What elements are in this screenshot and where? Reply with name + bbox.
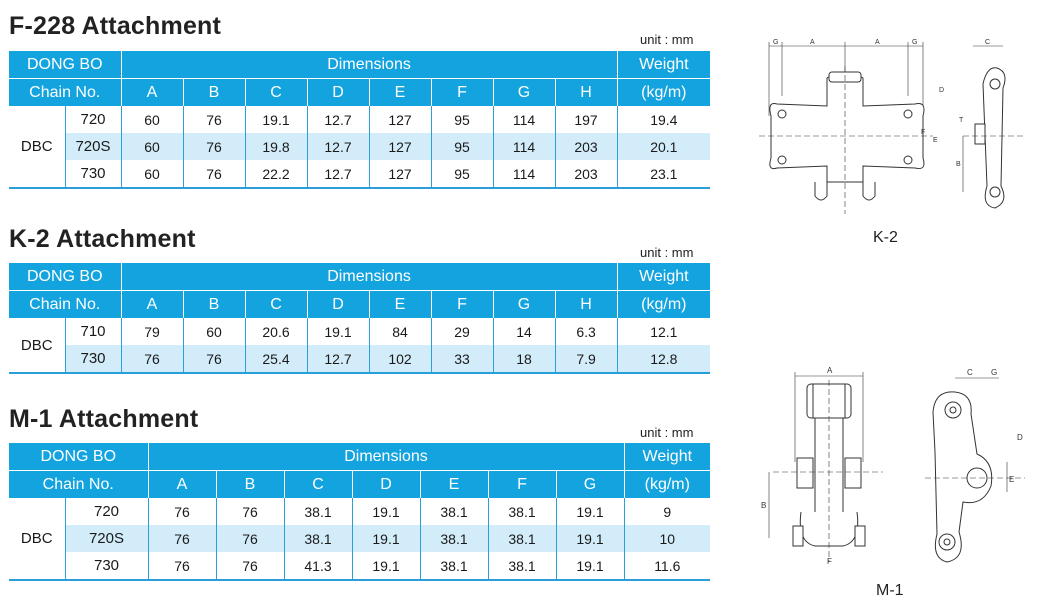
weight-cell: 12.8: [617, 345, 710, 373]
header-col-h: H: [555, 79, 617, 107]
header-col-b: B: [183, 79, 245, 107]
k2-dim-e: E: [933, 137, 938, 144]
header-col-e: E: [369, 291, 431, 319]
chain-no-cell: 730: [65, 552, 148, 580]
header-brand: DONG BO: [9, 263, 121, 291]
table-cell: 197: [555, 106, 617, 133]
table-row: [9, 318, 710, 345]
k2-dim-g-right: G: [912, 39, 918, 46]
header-col-d: D: [307, 79, 369, 107]
table-cell: 76: [148, 525, 216, 552]
table-cell: 76: [216, 525, 284, 552]
table-row: [9, 345, 710, 373]
table-cell: 127: [369, 160, 431, 188]
k2-dim-f: F: [921, 129, 926, 136]
chain-no-cell: 720S: [65, 525, 148, 552]
table-cell: 203: [555, 160, 617, 188]
table-cell: 14: [493, 318, 555, 345]
table-cell: 22.2: [245, 160, 307, 188]
table-cell: 76: [183, 133, 245, 160]
k2-side-view: [921, 39, 1025, 208]
header-chain-no: Chain No.: [9, 471, 148, 499]
m1-dim-d: D: [1017, 433, 1023, 442]
k2-dim-g-left: G: [773, 39, 779, 46]
header-brand: DONG BO: [9, 51, 121, 79]
table-cell: 38.1: [284, 498, 352, 525]
table-cell: 95: [431, 160, 493, 188]
table-cell: 29: [431, 318, 493, 345]
weight-cell: 10: [624, 525, 710, 552]
table-cell: 114: [493, 160, 555, 188]
table-cell: 19.1: [556, 525, 624, 552]
weight-cell: 9: [624, 498, 710, 525]
k2-drawing-caption: K-2: [873, 229, 898, 246]
table-cell: 76: [183, 345, 245, 373]
header-col-f: F: [431, 291, 493, 319]
header-weight-unit: (kg/m): [617, 291, 710, 319]
table-cell: 12.7: [307, 345, 369, 373]
m1-front-view: [761, 366, 883, 566]
table-cell: 102: [369, 345, 431, 373]
unit-note-f228: unit : mm: [640, 32, 694, 47]
header-brand: DONG BO: [9, 443, 148, 471]
table-cell: 76: [148, 498, 216, 525]
header-chain-no: Chain No.: [9, 79, 121, 107]
table-row: [9, 552, 710, 580]
table-cell: 19.8: [245, 133, 307, 160]
header-col-h: H: [555, 291, 617, 319]
header-col-e: E: [420, 471, 488, 499]
table-cell: 60: [121, 106, 183, 133]
k2-dim-a-left: A: [810, 39, 815, 46]
table-row: [9, 133, 710, 160]
chain-no-cell: 720: [65, 106, 121, 133]
header-col-d: D: [307, 291, 369, 319]
table-cell: 19.1: [352, 498, 420, 525]
m1-dim-e: E: [1009, 475, 1015, 484]
table-cell: 203: [555, 133, 617, 160]
table-cell: 18: [493, 345, 555, 373]
table-cell: 38.1: [488, 552, 556, 580]
m1-drawing-caption: M-1: [876, 582, 904, 599]
header-weight: Weight: [624, 443, 710, 471]
table-cell: 33: [431, 345, 493, 373]
section-title-f228: F-228 Attachment: [9, 12, 222, 40]
table-cell: 19.1: [307, 318, 369, 345]
header-col-c: C: [284, 471, 352, 499]
spec-table-f228: [9, 51, 710, 189]
table-cell: 19.1: [352, 525, 420, 552]
table-cell: 41.3: [284, 552, 352, 580]
unit-note-k2: unit : mm: [640, 245, 694, 260]
table-cell: 38.1: [420, 525, 488, 552]
table-cell: 19.1: [556, 552, 624, 580]
table-cell: 95: [431, 133, 493, 160]
k2-front-view: [759, 39, 933, 214]
table-cell: 60: [121, 133, 183, 160]
table-cell: 95: [431, 106, 493, 133]
table-cell: 60: [183, 318, 245, 345]
table-cell: 76: [216, 552, 284, 580]
table-cell: 6.3: [555, 318, 617, 345]
header-col-g: G: [493, 291, 555, 319]
table-cell: 20.6: [245, 318, 307, 345]
section-title-k2: K-2 Attachment: [9, 225, 196, 253]
header-chain-no: Chain No.: [9, 291, 121, 319]
weight-cell: 11.6: [624, 552, 710, 580]
chain-no-cell: 720: [65, 498, 148, 525]
table-cell: 38.1: [488, 525, 556, 552]
k2-dim-t: T: [959, 117, 964, 124]
header-dimensions: Dimensions: [121, 263, 617, 291]
m1-dim-b: B: [761, 501, 767, 510]
k2-dim-d: D: [939, 87, 945, 94]
header-col-c: C: [245, 291, 307, 319]
table-cell: 19.1: [352, 552, 420, 580]
group-label: DBC: [9, 106, 65, 188]
header-col-f: F: [488, 471, 556, 499]
k2-dim-a-right: A: [875, 39, 880, 46]
header-col-a: A: [121, 291, 183, 319]
header-col-c: C: [245, 79, 307, 107]
weight-cell: 23.1: [617, 160, 710, 188]
table-cell: 76: [183, 160, 245, 188]
table-cell: 76: [121, 345, 183, 373]
table-cell: 38.1: [420, 552, 488, 580]
table-cell: 25.4: [245, 345, 307, 373]
m1-dim-g: G: [991, 368, 998, 377]
header-col-f: F: [431, 79, 493, 107]
table-cell: 12.7: [307, 106, 369, 133]
header-col-e: E: [369, 79, 431, 107]
chain-no-cell: 710: [65, 318, 121, 345]
table-cell: 60: [121, 160, 183, 188]
table-row: [9, 525, 710, 552]
header-weight-unit: (kg/m): [617, 79, 710, 107]
table-cell: 38.1: [488, 498, 556, 525]
k2-attachment-drawing: [755, 36, 1035, 226]
m1-attachment-drawing: [755, 362, 1035, 578]
weight-cell: 12.1: [617, 318, 710, 345]
header-col-b: B: [216, 471, 284, 499]
header-col-g: G: [556, 471, 624, 499]
table-cell: 76: [183, 106, 245, 133]
chain-no-cell: 720S: [65, 133, 121, 160]
header-col-b: B: [183, 291, 245, 319]
header-dimensions: Dimensions: [148, 443, 624, 471]
table-cell: 76: [216, 498, 284, 525]
m1-dim-c: C: [967, 368, 973, 377]
unit-note-m1: unit : mm: [640, 425, 694, 440]
chain-no-cell: 730: [65, 160, 121, 188]
spec-table-m1: [9, 443, 710, 581]
table-cell: 79: [121, 318, 183, 345]
weight-cell: 19.4: [617, 106, 710, 133]
table-cell: 7.9: [555, 345, 617, 373]
table-row: [9, 160, 710, 188]
group-label: DBC: [9, 318, 65, 373]
table-cell: 84: [369, 318, 431, 345]
table-cell: 114: [493, 133, 555, 160]
table-cell: 127: [369, 133, 431, 160]
header-dimensions: Dimensions: [121, 51, 617, 79]
table-cell: 114: [493, 106, 555, 133]
weight-cell: 20.1: [617, 133, 710, 160]
section-title-m1: M-1 Attachment: [9, 405, 199, 433]
table-cell: 38.1: [420, 498, 488, 525]
k2-dim-b: B: [956, 161, 961, 168]
table-cell: 19.1: [245, 106, 307, 133]
table-cell: 127: [369, 106, 431, 133]
table-cell: 76: [148, 552, 216, 580]
chain-no-cell: 730: [65, 345, 121, 373]
table-row: [9, 106, 710, 133]
table-row: [9, 498, 710, 525]
m1-side-view: [925, 368, 1025, 562]
table-cell: 19.1: [556, 498, 624, 525]
m1-dim-a: A: [827, 366, 833, 375]
header-weight-unit: (kg/m): [624, 471, 710, 499]
header-weight: Weight: [617, 263, 710, 291]
header-weight: Weight: [617, 51, 710, 79]
table-cell: 12.7: [307, 160, 369, 188]
header-col-a: A: [121, 79, 183, 107]
spec-table-k2: [9, 263, 710, 374]
table-cell: 12.7: [307, 133, 369, 160]
m1-dim-f: F: [827, 557, 832, 566]
k2-dim-c: C: [985, 39, 991, 46]
table-cell: 38.1: [284, 525, 352, 552]
group-label: DBC: [9, 498, 65, 580]
header-col-d: D: [352, 471, 420, 499]
header-col-g: G: [493, 79, 555, 107]
header-col-a: A: [148, 471, 216, 499]
